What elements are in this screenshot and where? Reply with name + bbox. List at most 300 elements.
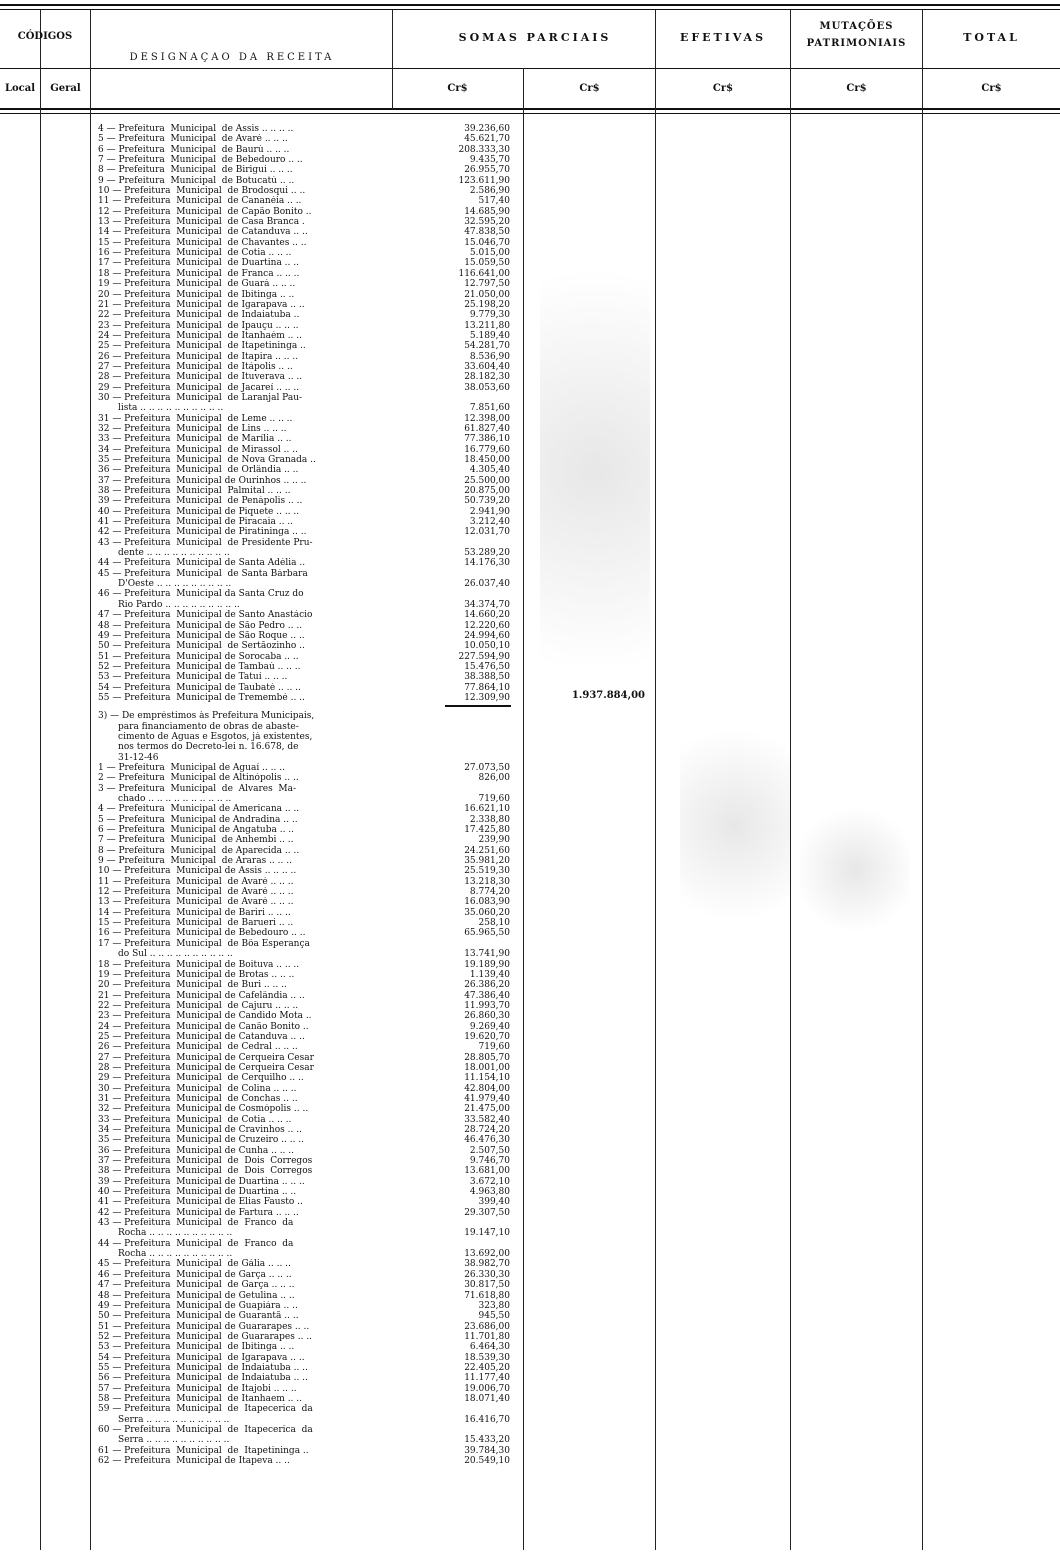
table-row — [0, 773, 1060, 783]
row-description: 42 — Prefeitura Municipal de Piratininga .. .. — [98, 527, 307, 538]
row-description: 28 — Prefeitura Municipal de Cerqueira Cesar — [98, 1062, 314, 1073]
table-row — [0, 1032, 1060, 1042]
row-description: 21 — Prefeitura Municipal de Cafelândia .. .. — [98, 990, 305, 1001]
table-row — [0, 610, 1060, 620]
top-double-rule — [0, 4, 1060, 6]
table-row — [0, 991, 1060, 1001]
table-row — [0, 1104, 1060, 1114]
table-row — [0, 434, 1060, 444]
row-amount: 1.139,40 — [469, 969, 510, 980]
top-rule-2 — [0, 9, 1060, 10]
table-row — [0, 1208, 1060, 1218]
row-amount: 71.618,80 — [464, 1290, 510, 1301]
table-row — [0, 1177, 1060, 1187]
section-heading-line — [0, 742, 1060, 752]
table-row — [0, 176, 1060, 186]
table-row — [0, 1270, 1060, 1280]
table-row — [0, 207, 1060, 217]
table-row — [0, 794, 1060, 804]
table-row — [0, 949, 1060, 959]
row-amount: 47.386,40 — [464, 990, 510, 1001]
row-amount: 26.386,20 — [464, 980, 510, 991]
table-row — [0, 652, 1060, 662]
table-row — [0, 960, 1060, 970]
row-description: 26 — Prefeitura Municipal de Cedral .. .. .. — [98, 1042, 298, 1053]
row-description: 35 — Prefeitura Municipal de Cruzeiro .. .. .. — [98, 1135, 305, 1146]
row-description: 51 — Prefeitura Municipal de Sorocaba .. .. — [98, 651, 299, 662]
table-row — [0, 476, 1060, 486]
row-amount: 12.309,90 — [464, 692, 510, 703]
currency-somas-1: Cr$ — [447, 83, 468, 94]
table-row — [0, 1125, 1060, 1135]
row-description: 6 — Prefeitura Municipal de Baurú .. .. .. — [98, 144, 290, 155]
row-amount: 34.374,70 — [464, 599, 510, 610]
row-description: 40 — Prefeitura Municipal de Piquete .. .. .. — [98, 506, 300, 517]
row-description: 31-12-46 — [98, 752, 159, 763]
table-row — [0, 548, 1060, 558]
table-row — [0, 196, 1060, 206]
table-row — [0, 507, 1060, 517]
row-description: 53 — Prefeitura Municipal de Tatuí .. .. .. — [98, 672, 288, 683]
row-description: 56 — Prefeitura Municipal de Indaiatuba .. .. — [98, 1373, 308, 1384]
table-row — [0, 145, 1060, 155]
table-row — [0, 455, 1060, 465]
row-amount: 21.475,00 — [464, 1104, 510, 1115]
table-row — [0, 1435, 1060, 1445]
row-description: 38 — Prefeitura Municipal Palmital .. .. .. — [98, 486, 291, 497]
table-row — [0, 1063, 1060, 1073]
row-amount: 33.582,40 — [464, 1114, 510, 1125]
row-description: 23 — Prefeitura Municipal de Candido Mota .. — [98, 1011, 312, 1022]
row-description: 14 — Prefeitura Municipal de Catanduva .. .. — [98, 227, 308, 238]
row-amount: 38.388,50 — [464, 672, 510, 683]
row-description: 37 — Prefeitura Municipal de Dois Corregos — [98, 1156, 313, 1167]
row-amount: 22.405,20 — [464, 1362, 510, 1373]
table-row — [0, 846, 1060, 856]
row-description: 48 — Prefeitura Municipal de Getulina .. .. — [98, 1290, 295, 1301]
row-description: 32 — Prefeitura Municipal de Lins .. .. .. — [98, 423, 287, 434]
table-row — [0, 331, 1060, 341]
row-description: 40 — Prefeitura Municipal de Duartina .. .. — [98, 1187, 297, 1198]
row-amount: 12.797,50 — [464, 279, 510, 290]
row-description: 19 — Prefeitura Municipal de Brotas .. .. .. — [98, 969, 295, 980]
table-row — [0, 1001, 1060, 1011]
row-description: 28 — Prefeitura Municipal de Ituverava .. .. — [98, 372, 303, 383]
row-description: 15 — Prefeitura Municipal de Chavantes .. .. — [98, 237, 307, 248]
header-mutacoes-line1: MUTAÇÕES — [819, 21, 894, 32]
row-description: 50 — Prefeitura Municipal de Sertãozinho .. — [98, 641, 305, 652]
row-amount: 20.549,10 — [464, 1456, 510, 1466]
row-amount: 16.416,70 — [464, 1414, 510, 1425]
header-somas-parciais: SOMAS PARCIAIS — [458, 31, 612, 44]
row-description: 31 — Prefeitura Municipal de Leme .. .. .. — [98, 413, 293, 424]
row-description: 27 — Prefeitura Municipal de Cerqueira Cesar — [98, 1052, 314, 1063]
row-description: 4 — Prefeitura Municipal de Assis .. .. .. .. — [98, 124, 294, 134]
table-row — [0, 763, 1060, 773]
table-row — [0, 134, 1060, 144]
row-amount: 9.435,70 — [469, 155, 510, 166]
row-description: 54 — Prefeitura Municipal de Taubaté .. .. .. — [98, 682, 301, 693]
row-amount: 42.804,00 — [464, 1083, 510, 1094]
row-amount: 54.281,70 — [464, 341, 510, 352]
table-row — [0, 1404, 1060, 1414]
row-amount: 28.182,30 — [464, 372, 510, 383]
row-amount: 6.464,30 — [469, 1342, 510, 1353]
row-amount: 65.965,50 — [464, 928, 510, 939]
table-row — [0, 1094, 1060, 1104]
row-amount: 50.739,20 — [464, 496, 510, 507]
row-amount: 13.692,00 — [464, 1249, 510, 1260]
row-description: 33 — Prefeitura Municipal de Cotia .. .. .. — [98, 1114, 292, 1125]
table-row — [0, 980, 1060, 990]
row-amount: 116.641,00 — [458, 268, 510, 279]
row-amount: 28.724,20 — [464, 1125, 510, 1135]
row-amount: 16.083,90 — [464, 897, 510, 908]
row-amount: 2.507,50 — [469, 1145, 510, 1156]
table-row — [0, 1239, 1060, 1249]
row-amount: 35.060,20 — [464, 907, 510, 918]
table-row — [0, 155, 1060, 165]
table-row — [0, 424, 1060, 434]
col-rule-designacao — [392, 10, 393, 110]
row-amount: 4.305,40 — [469, 465, 510, 476]
table-row — [0, 600, 1060, 610]
row-amount: 239,90 — [478, 835, 510, 846]
table-row — [0, 1373, 1060, 1383]
table-row — [0, 1415, 1060, 1425]
row-amount: 14.685,90 — [464, 206, 510, 217]
row-amount: 24.251,60 — [464, 845, 510, 856]
row-description: 36 — Prefeitura Municipal de Orlândia .. .. — [98, 465, 299, 476]
row-amount: 5.189,40 — [469, 330, 510, 341]
row-amount: 123.611,90 — [458, 175, 510, 186]
section-heading-line — [0, 722, 1060, 732]
row-description: 43 — Prefeitura Municipal de Presidente Pru- — [98, 537, 313, 548]
row-description: 17 — Prefeitura Municipal de Duartina .. .. — [98, 258, 299, 269]
row-description: 49 — Prefeitura Municipal de Guapiára .. .. — [98, 1300, 298, 1311]
row-description: Rocha .. .. .. .. .. .. .. .. .. .. — [98, 1228, 233, 1239]
table-row — [0, 248, 1060, 258]
row-amount: 11.701,80 — [464, 1331, 510, 1342]
row-amount: 77.864,10 — [464, 682, 510, 693]
row-amount: 61.827,40 — [464, 423, 510, 434]
table-row — [0, 804, 1060, 814]
table-row — [0, 321, 1060, 331]
row-description: do Sul .. .. .. .. .. .. .. .. .. .. — [98, 949, 233, 960]
table-row — [0, 631, 1060, 641]
row-description: 4 — Prefeitura Municipal de Americana .. .. — [98, 804, 300, 815]
row-description: 46 — Prefeitura Municipal de Garça .. .. .. — [98, 1269, 292, 1280]
table-row — [0, 1353, 1060, 1363]
table-row — [0, 579, 1060, 589]
table-row — [0, 918, 1060, 928]
row-amount: 399,40 — [478, 1197, 510, 1208]
row-description: 22 — Prefeitura Municipal de Cajuru .. .. .. — [98, 1000, 299, 1011]
row-description: 39 — Prefeitura Municipal de Penápolis .. .. — [98, 496, 303, 507]
row-amount: 208.333,30 — [458, 144, 510, 155]
row-amount: 9.779,30 — [469, 310, 510, 321]
row-amount: 35.981,20 — [464, 856, 510, 867]
row-description: 34 — Prefeitura Municipal de Mirassol .. .. — [98, 444, 298, 455]
row-description: dente .. .. .. .. .. .. .. .. .. .. — [98, 548, 230, 559]
row-amount: 46.476,30 — [464, 1135, 510, 1146]
row-amount: 19.006,70 — [464, 1383, 510, 1394]
table-row — [0, 1011, 1060, 1021]
table-row — [0, 1187, 1060, 1197]
table-row — [0, 1425, 1060, 1435]
table-row — [0, 887, 1060, 897]
table-row — [0, 589, 1060, 599]
row-description: 50 — Prefeitura Municipal de Guarantã .. .. — [98, 1311, 299, 1322]
table-row — [0, 372, 1060, 382]
table-row — [0, 300, 1060, 310]
row-description: 12 — Prefeitura Municipal de Capão Bonito .. — [98, 206, 312, 217]
table-row — [0, 621, 1060, 631]
row-description: 57 — Prefeitura Municipal de Itajobi .. .. .. — [98, 1383, 297, 1394]
table-row — [0, 1135, 1060, 1145]
row-amount: 30.817,50 — [464, 1280, 510, 1291]
table-row — [0, 279, 1060, 289]
row-description: 25 — Prefeitura Municipal de Catanduva .. .. — [98, 1031, 305, 1042]
row-description: 22 — Prefeitura Municipal de Indaiatuba .. — [98, 310, 300, 321]
currency-total: Cr$ — [981, 83, 1002, 94]
row-amount: 15.059,50 — [464, 258, 510, 269]
row-amount: 13.211,80 — [464, 320, 510, 331]
row-description: 21 — Prefeitura Municipal de Igarapava .. .. — [98, 299, 305, 310]
row-amount: 18.450,00 — [464, 455, 510, 465]
row-amount: 13.681,00 — [464, 1166, 510, 1177]
table-row — [0, 341, 1060, 351]
table-row — [0, 662, 1060, 672]
table-row — [0, 227, 1060, 237]
table-row — [0, 908, 1060, 918]
row-description: 5 — Prefeitura Municipal de Andradina .. .. — [98, 814, 298, 825]
currency-somas-2: Cr$ — [579, 83, 600, 94]
row-description: 35 — Prefeitura Municipal de Nova Granada .. — [98, 455, 316, 465]
row-amount: 4.963,80 — [469, 1187, 510, 1198]
table-row — [0, 558, 1060, 568]
row-description: cimento de Águas e Esgotos, já existentes, — [98, 731, 313, 742]
table-row — [0, 465, 1060, 475]
row-description: 14 — Prefeitura Municipal de Bariri .. .. .. — [98, 907, 291, 918]
row-description: 43 — Prefeitura Municipal de Franco da — [98, 1218, 294, 1229]
table-row — [0, 1311, 1060, 1321]
table-row — [0, 290, 1060, 300]
table-row — [0, 1218, 1060, 1228]
table-row — [0, 383, 1060, 393]
table-row — [0, 1363, 1060, 1373]
row-description: 60 — Prefeitura Municipal de Itapecerica da — [98, 1424, 313, 1435]
table-row — [0, 445, 1060, 455]
row-description: 16 — Prefeitura Municipal de Cotia .. .. .. — [98, 248, 292, 259]
row-amount: 18.071,40 — [464, 1393, 510, 1404]
table-row — [0, 835, 1060, 845]
table-row — [0, 310, 1060, 320]
row-description: 31 — Prefeitura Municipal de Conchas .. .. — [98, 1093, 298, 1104]
header-mutacoes — [791, 18, 922, 52]
table-row — [0, 217, 1060, 227]
table-row — [0, 1249, 1060, 1259]
row-description: 9 — Prefeitura Municipal de Araras .. .. .. — [98, 856, 292, 867]
row-amount: 15.046,70 — [464, 237, 510, 248]
row-description: 33 — Prefeitura Municipal de Marília .. .. — [98, 434, 292, 445]
row-amount: 945,50 — [478, 1311, 510, 1322]
row-description: 62 — Prefeitura Municipal de Itapeva .. .. — [98, 1456, 290, 1466]
row-description: 29 — Prefeitura Municipal de Jacareí .. .. .. — [98, 382, 300, 393]
row-description: 5 — Prefeitura Municipal de Avaré .. .. .. — [98, 134, 288, 145]
row-description: 27 — Prefeitura Municipal de Itápolis .. .. — [98, 361, 293, 372]
row-amount: 2.338,80 — [469, 814, 510, 825]
row-description: 26 — Prefeitura Municipal de Itapira .. .. .. — [98, 351, 299, 362]
row-description: chado .. .. .. .. .. .. .. .. .. .. — [98, 794, 232, 804]
row-amount: 517,40 — [478, 196, 510, 207]
table-row — [0, 258, 1060, 268]
row-description: 32 — Prefeitura Municipal de Cosmópolis .. .. — [98, 1104, 309, 1115]
row-amount: 38.982,70 — [464, 1259, 510, 1270]
row-description: D'Oeste .. .. .. .. .. .. .. .. .. — [98, 579, 232, 590]
row-amount: 47.838,50 — [464, 227, 510, 238]
row-description: nos termos do Decreto-lei n. 16.678, de — [98, 742, 299, 753]
row-amount: 11.177,40 — [464, 1373, 510, 1384]
row-description: 23 — Prefeitura Municipal de Ipauçu .. .. .. — [98, 320, 299, 331]
table-row — [0, 352, 1060, 362]
row-amount: 719,60 — [478, 1042, 510, 1053]
table-row — [0, 1156, 1060, 1166]
row-amount: 15.476,50 — [464, 661, 510, 672]
row-amount: 10.050,10 — [464, 641, 510, 652]
row-amount: 26.860,30 — [464, 1011, 510, 1022]
row-amount: 13.218,30 — [464, 876, 510, 887]
row-amount: 12.398,00 — [464, 413, 510, 424]
row-description: 53 — Prefeitura Municipal de Ibitinga .. .. — [98, 1342, 295, 1353]
row-amount: 21.050,00 — [464, 289, 510, 300]
table-row — [0, 486, 1060, 496]
header-designacao: DESIGNAÇAO DA RECEITA — [129, 52, 335, 63]
row-amount: 3.672,10 — [469, 1176, 510, 1187]
row-description: 18 — Prefeitura Municipal de Franca .. .. .. — [98, 268, 300, 279]
row-amount: 25.519,30 — [464, 866, 510, 877]
table-row — [0, 1301, 1060, 1311]
table-row — [0, 517, 1060, 527]
currency-efetivas: Cr$ — [712, 83, 734, 94]
row-description: 44 — Prefeitura Municipal de Franco da — [98, 1238, 294, 1249]
row-amount: 19.147,10 — [464, 1228, 510, 1239]
row-amount: 12.031,70 — [464, 527, 510, 538]
row-amount: 53.289,20 — [464, 548, 510, 559]
table-row — [0, 1446, 1060, 1456]
row-description: 55 — Prefeitura Municipal de Tremembé .. .. — [98, 692, 305, 703]
row-amount: 12.220,60 — [464, 620, 510, 631]
row-description: 29 — Prefeitura Municipal de Cerquilho .. .. — [98, 1073, 304, 1084]
row-amount: 16.621,10 — [464, 804, 510, 815]
row-amount: 33.604,40 — [464, 361, 510, 372]
header-efetivas: EFETIVAS — [679, 31, 767, 44]
header-mutacoes-line2: PATRIMONIAIS — [806, 38, 907, 49]
table-row — [0, 1456, 1060, 1466]
row-description: 42 — Prefeitura Municipal de Fartura .. .. .. — [98, 1207, 299, 1218]
row-description: 12 — Prefeitura Municipal de Avaré .. .. .. — [98, 887, 294, 898]
row-description: 38 — Prefeitura Municipal de Dois Corregos — [98, 1166, 313, 1177]
table-row — [0, 496, 1060, 506]
row-amount: 9.746,70 — [469, 1156, 510, 1167]
row-description: 59 — Prefeitura Municipal de Itapecerica da — [98, 1404, 313, 1415]
row-description: 47 — Prefeitura Municipal de Garça .. .. .. — [98, 1280, 295, 1291]
row-description: 25 — Prefeitura Municipal de Itapetininga .. — [98, 341, 306, 352]
currency-mutacoes: Cr$ — [846, 83, 867, 94]
table-row — [0, 641, 1060, 651]
table-row — [0, 362, 1060, 372]
row-description: 52 — Prefeitura Municipal de Tambaú .. .. .. — [98, 661, 301, 672]
row-amount: 8.774,20 — [469, 887, 510, 898]
row-amount: 19.620,70 — [464, 1031, 510, 1042]
row-amount: 13.741,90 — [464, 949, 510, 960]
row-description: para financiamento de obras de abaste- — [98, 721, 299, 732]
row-description: 19 — Prefeitura Municipal de Guará .. .. .. — [98, 279, 296, 290]
row-amount: 14.176,30 — [464, 558, 510, 569]
table-row — [0, 1042, 1060, 1052]
table-row — [0, 928, 1060, 938]
table-row — [0, 1394, 1060, 1404]
row-description: 24 — Prefeitura Municipal de Itanhaém .. .. — [98, 330, 302, 341]
row-description: 8 — Prefeitura Municipal de Birigui .. .. .. — [98, 165, 293, 176]
row-description: 3) — De empréstimos às Prefeitura Municipais, — [98, 711, 315, 722]
row-description: 58 — Prefeitura Municipal de Itanhaem .. .. — [98, 1393, 302, 1404]
table-row — [0, 672, 1060, 682]
row-description: 13 — Prefeitura Municipal de Avaré .. .. .. — [98, 897, 294, 908]
row-description: 39 — Prefeitura Municipal de Duartina .. .. .. — [98, 1176, 305, 1187]
subtotal-rule — [445, 705, 511, 707]
row-amount: 17.425,80 — [464, 825, 510, 836]
header-geral: Geral — [50, 83, 81, 94]
row-amount: 18.539,30 — [464, 1352, 510, 1363]
section-heading-line — [0, 753, 1060, 763]
row-description: 10 — Prefeitura Municipal de Brodosqui .. .. — [98, 186, 306, 197]
table-row — [0, 124, 1060, 134]
row-description: 9 — Prefeitura Municipal de Botucatú .. .. — [98, 175, 295, 186]
table-row — [0, 1197, 1060, 1207]
row-description: Serra .. .. .. .. .. .. .. .. .. .. — [98, 1414, 230, 1425]
row-amount: 28.805,70 — [464, 1052, 510, 1063]
table-row — [0, 1280, 1060, 1290]
row-description: 41 — Prefeitura Municipal de Elias Fausto .. — [98, 1197, 303, 1208]
table-row — [0, 269, 1060, 279]
row-description: 3 — Prefeitura Municipal de Alvares Ma- — [98, 783, 297, 794]
row-amount: 45.621,70 — [464, 134, 510, 145]
table-row — [0, 1022, 1060, 1032]
row-amount: 8.536,90 — [469, 351, 510, 362]
table-row — [0, 1291, 1060, 1301]
header-divider-lower-2 — [0, 113, 1060, 114]
row-description: 7 — Prefeitura Municipal de Anhembi .. .. — [98, 835, 294, 846]
table-row — [0, 866, 1060, 876]
row-amount: 27.073,50 — [464, 762, 510, 773]
row-description: 45 — Prefeitura Municipal de Santa Bárbara — [98, 568, 308, 579]
table-row — [0, 1115, 1060, 1125]
row-description: 49 — Prefeitura Municipal de São Roque .. .. — [98, 630, 305, 641]
row-description: 47 — Prefeitura Municipal de Santo Anastácio — [98, 610, 313, 621]
row-description: 15 — Prefeitura Municipal de Barueri .. .. — [98, 918, 294, 929]
section-heading-line — [0, 732, 1060, 742]
row-description: 1 — Prefeitura Municipal de Aguaí .. .. .. — [98, 762, 285, 773]
row-description: 6 — Prefeitura Municipal de Angatuba .. .. — [98, 825, 295, 836]
row-amount: 258,10 — [478, 918, 510, 929]
table-row — [0, 897, 1060, 907]
row-description: 17 — Prefeitura Municipal de Bôa Esperança — [98, 938, 310, 949]
table-row — [0, 1053, 1060, 1063]
row-description: 36 — Prefeitura Municipal de Cunha .. .. .. — [98, 1145, 295, 1156]
row-description: 34 — Prefeitura Municipal de Cravinhos .. .. — [98, 1125, 302, 1135]
table-row — [0, 1342, 1060, 1352]
